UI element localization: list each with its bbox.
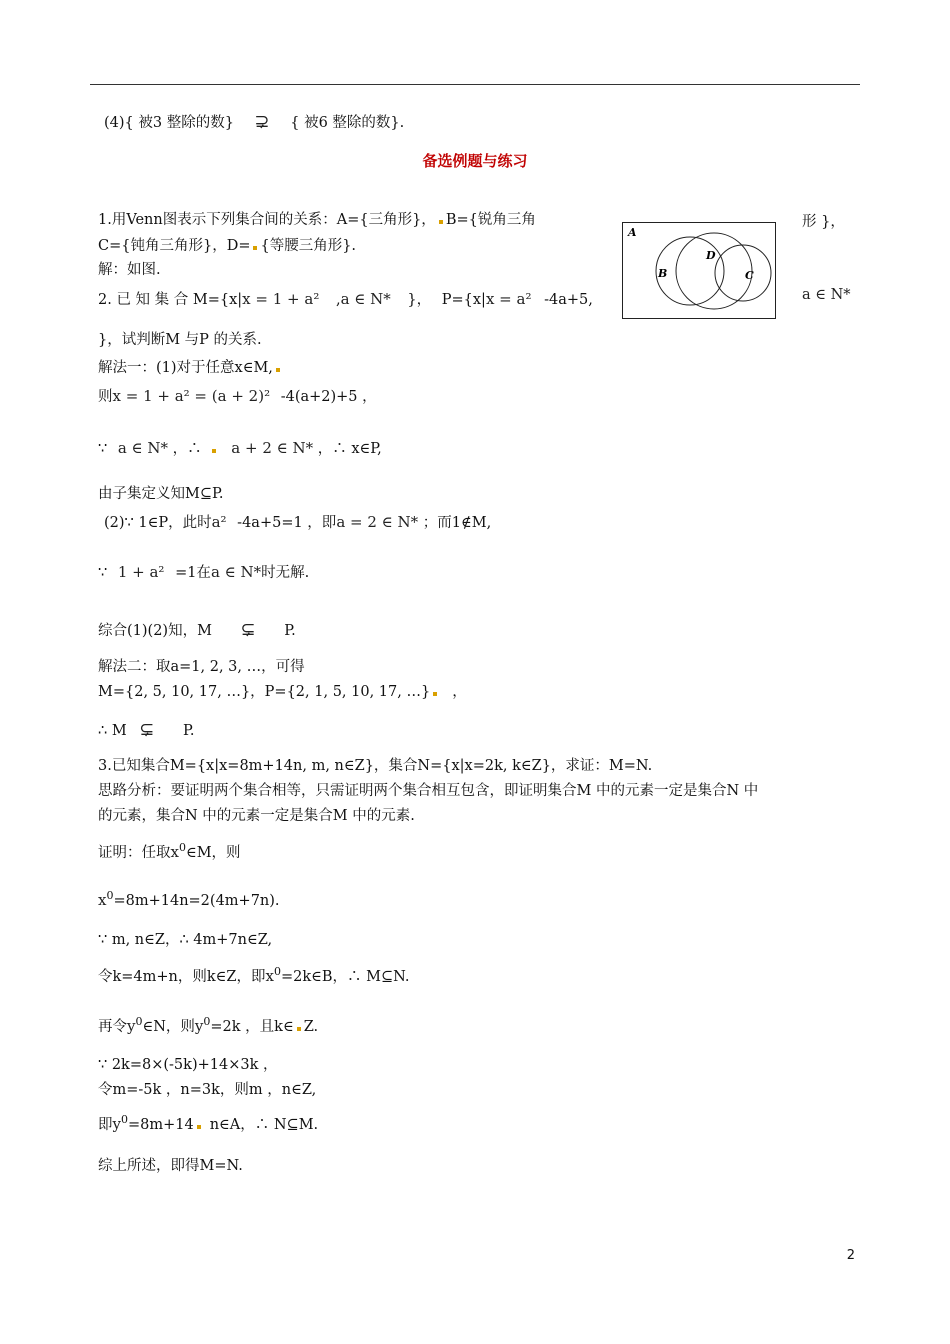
marker-dot bbox=[439, 220, 443, 224]
q3-line2: 思路分析：要证明两个集合相等，只需证明两个集合相互包含，即证明集合M 中的元素一定是集合N 中 bbox=[98, 783, 759, 799]
proof-conclusion: 综上所述，即得M=N. bbox=[98, 1158, 243, 1174]
line-4: (4){ 被3 整除的数} ⊋ { 被6 整除的数}. bbox=[104, 111, 405, 132]
q3-line1: 3.已知集合M={x|x=8m+14n, m, n∈Z}，集合N={x|x=2k, k∈Z}，求证：M=N. bbox=[98, 758, 653, 774]
label-a: A bbox=[628, 226, 637, 239]
proof-line6: ∵ 2k=8×(-5k)+14×3k ， bbox=[98, 1057, 278, 1073]
math-a2: a² bbox=[211, 513, 227, 531]
proof-line1: 证明：任取$x^0\in M$，则 bbox=[98, 841, 241, 861]
proof-line2: $x^0=8m+14n=2(4m+7n)$. bbox=[98, 889, 280, 909]
var-y: y bbox=[112, 1115, 121, 1133]
math-expansion: x = 1 + a² = (a + 2)² bbox=[112, 387, 271, 405]
marker-dot bbox=[197, 1125, 201, 1129]
proper-subset-symbol: ⊊ bbox=[240, 619, 256, 640]
marker-dot bbox=[212, 449, 216, 453]
q2-line2: }，试判断M 与P 的关系. bbox=[98, 332, 262, 348]
math-a-in-n: a ∈ N* bbox=[210, 563, 262, 581]
s1-line2: 则x = 1 + a² = (a + 2)² -4(a+2)+5 ， bbox=[98, 387, 377, 405]
math-a-in-n: a ∈ N* bbox=[340, 290, 391, 308]
subscript-0: 0 bbox=[106, 889, 114, 902]
s1-line1: 解法一：(1)对于任意x∈M, bbox=[98, 358, 283, 378]
q2-math-a-in-n-right: a ∈ N* bbox=[802, 287, 851, 303]
var-x: x bbox=[265, 967, 274, 985]
var-x: x bbox=[170, 843, 179, 861]
set-c-circle bbox=[715, 245, 771, 301]
math-x-eq-a2: x = a² bbox=[485, 290, 532, 308]
header-rule bbox=[90, 84, 860, 85]
q1-line2: C={钝角三角形}，D= {等腰三角形}. bbox=[98, 238, 357, 254]
marker-dot bbox=[276, 368, 280, 372]
proof-line7: 令m=-5k ，n=3k，则m ，n∈Z, bbox=[98, 1082, 317, 1098]
math-a-plus-2-in-n: a + 2 ∈ N* bbox=[231, 439, 314, 457]
proof-line8: 即$y^0=8m+14$ n∈A，∴ N⊆M. bbox=[98, 1113, 319, 1133]
subscript-0: 0 bbox=[135, 1015, 143, 1028]
proper-subset-symbol: ⊊ bbox=[139, 719, 155, 740]
s2-line1: 解法二：取a=1, 2, 3, …，可得 bbox=[98, 659, 305, 675]
proof-line4: 令k=4m+n，则k∈Z，即$x^0=2k\in B$，∴ M⊆N. bbox=[98, 965, 410, 985]
subscript-0: 0 bbox=[203, 1015, 211, 1028]
math-a-eq-2: a = 2 ∈ N* bbox=[336, 513, 419, 531]
q1-line1: 1.用Venn图表示下列集合间的关系：A={三角形}， B={锐角三角 bbox=[98, 212, 536, 228]
subscript-0: 0 bbox=[120, 1113, 128, 1126]
s1-line7: 综合(1)(2)知，M ⊊ P. bbox=[98, 619, 296, 640]
page-number: 2 bbox=[846, 1248, 855, 1263]
var-y: y bbox=[127, 1017, 136, 1035]
marker-dot bbox=[297, 1027, 301, 1031]
q2-line1: 2. 已 知 集 合 M={x|x = 1 + a² ,a ∈ N* }， P={x|x = a² -4a+5, bbox=[98, 290, 593, 308]
label-c: C bbox=[745, 269, 754, 282]
s2-line3: ∴ M ⊊ P. bbox=[98, 719, 195, 740]
q1-line1-right: 形 }， bbox=[802, 214, 845, 230]
math-a-in-n: a ∈ N* bbox=[117, 439, 169, 457]
section-title: 备选例题与练习 bbox=[422, 152, 528, 170]
marker-dot bbox=[253, 246, 257, 250]
subscript-0: 0 bbox=[273, 965, 281, 978]
math-1-plus-a2: 1 + a² bbox=[117, 563, 165, 581]
venn-diagram bbox=[622, 222, 777, 320]
proof-line5: 再令$y^0\in N$，则$y^0=2k$ ，且k∈ Z. bbox=[98, 1015, 319, 1035]
var-x: x bbox=[98, 891, 107, 909]
q3-line3: 的元素，集合N 中的元素一定是集合M 中的元素. bbox=[98, 808, 415, 824]
q1-solution: 解：如图. bbox=[98, 262, 161, 278]
marker-dot bbox=[433, 692, 437, 696]
s1-line4: 由子集定义知M⊆P. bbox=[98, 486, 224, 502]
not-superset-symbol: ⊋ bbox=[254, 111, 270, 132]
s1-line3: ∵ a ∈ N* ，∴ a + 2 ∈ N* ，∴ x∈P, bbox=[98, 439, 382, 457]
label-b: B bbox=[658, 267, 668, 280]
s1-line5: (2)∵ 1∈P，此时a² -4a+5=1 ，即a = 2 ∈ N* ；而1∉M, bbox=[104, 513, 492, 531]
set-d-circle bbox=[676, 233, 752, 309]
subscript-0: 0 bbox=[178, 841, 186, 854]
label-d: D bbox=[706, 249, 716, 262]
math-x-eq-1-plus-a2: x = 1 + a² bbox=[242, 290, 320, 308]
s1-line6: ∵ 1 + a² =1在a ∈ N*时无解. bbox=[98, 563, 310, 581]
proof-line3: ∵ m, n∈Z，∴ 4m+7n∈Z, bbox=[98, 932, 273, 948]
s2-line2: M={2, 5, 10, 17, …}，P={2, 1, 5, 10, 17, …} ， bbox=[98, 684, 467, 700]
var-y: y bbox=[194, 1017, 204, 1035]
